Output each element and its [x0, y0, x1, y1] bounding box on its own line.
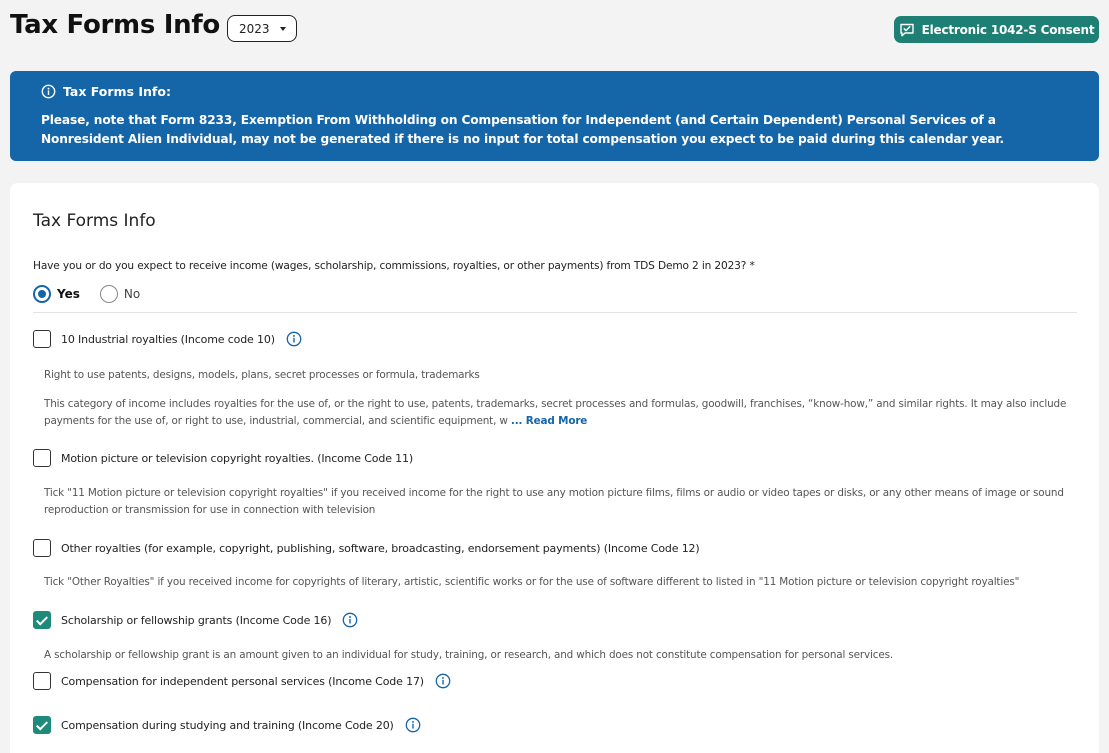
item-description: A scholarship or fellowship grant is an amount given to an individual for study, training, or research, and which does not constitute compensation for personal services. [44, 649, 893, 661]
checkbox-row-income-code-12[interactable] [33, 539, 700, 557]
checkbox-label: Other royalties (for example, copyright, publishing, software, broadcasting, endorsement payments) (Income Code 12) [61, 541, 700, 555]
tax-forms-card [10, 183, 1099, 753]
income-question: Have you or do you expect to receive income (wages, scholarship, commissions, royalties, or other payments) from TDS Demo 2 in 2023? * [33, 260, 755, 272]
checkbox-income-code-20[interactable] [33, 716, 51, 734]
info-circle-icon [41, 84, 56, 99]
checkbox-row-income-code-17[interactable] [33, 672, 451, 690]
checkbox-row-income-code-10[interactable] [33, 330, 302, 348]
checkbox-income-code-16[interactable] [33, 611, 51, 629]
radio-no[interactable] [100, 285, 140, 303]
info-circle-icon[interactable] [435, 673, 451, 689]
chevron-down-icon [280, 27, 286, 31]
year-select-value: 2023 [239, 21, 270, 36]
checkbox-row-income-code-16[interactable] [33, 611, 358, 629]
checkbox-label: 10 Industrial royalties (Income code 10) [61, 332, 275, 346]
item-description: Right to use patents, designs, models, plans, secret processes or formula, trademarks [44, 369, 480, 381]
checkbox-income-code-17[interactable] [33, 672, 51, 690]
radio-no-circle[interactable] [100, 285, 118, 303]
item-description-text: This category of income includes royalties for the use of, or the right to use, patents, trademarks, secret processes and formulas, goodwill, franchises, “know-how,” and similar rights. It may also include payments for the use of, or right to use, industrial, commercial, and scientific equipment, w [44, 398, 1067, 427]
item-description-long [44, 396, 1074, 430]
radio-no-label: No [123, 287, 141, 301]
read-more-link[interactable]: ... Read More [510, 415, 588, 427]
checkbox-row-income-code-11[interactable] [33, 449, 413, 467]
checkbox-row-income-code-20[interactable] [33, 716, 421, 734]
item-description: Tick "11 Motion picture or television copyright royalties" if you received income for the right to use any motion picture films, films or audio or video tapes or disks, or any other means of image or sound reproduction or transmission for use in connection with television [44, 487, 1064, 516]
card-title: Tax Forms Info [33, 211, 156, 231]
chat-check-icon [899, 22, 915, 38]
info-circle-icon[interactable] [286, 331, 302, 347]
info-circle-icon[interactable] [342, 612, 358, 628]
year-select[interactable] [227, 15, 297, 42]
consent-button-label: Electronic 1042-S Consent [921, 22, 1095, 37]
info-banner [10, 71, 1099, 161]
banner-text: Please, note that Form 8233, Exemption From Withholding on Compensation for Independent (and Certain Dependent) Personal Services of a Nonresident Alien Individual, may not be generated if there is no input for total compensation you expect to be paid during this calendar year. [41, 113, 1005, 146]
banner-title-row [41, 82, 1069, 100]
divider [33, 312, 1077, 313]
info-circle-icon[interactable] [405, 717, 421, 733]
radio-yes-label: Yes [57, 287, 80, 301]
checkbox-label: Compensation for independent personal services (Income Code 17) [61, 674, 424, 688]
electronic-1042s-consent-button[interactable] [894, 16, 1099, 43]
checkbox-label: Scholarship or fellowship grants (Income Code 16) [61, 613, 332, 627]
income-radio-group [33, 285, 140, 303]
checkbox-income-code-12[interactable] [33, 539, 51, 557]
checkbox-label: Motion picture or television copyright royalties. (Income Code 11) [61, 451, 414, 465]
banner-title: Tax Forms Info: [63, 83, 171, 99]
checkbox-income-code-10[interactable] [33, 330, 51, 348]
radio-yes-circle[interactable] [33, 285, 51, 303]
checkbox-label: Compensation during studying and training (Income Code 20) [61, 718, 394, 732]
checkbox-income-code-11[interactable] [33, 449, 51, 467]
radio-yes[interactable] [33, 285, 80, 303]
item-description: Tick "Other Royalties" if you received income for copyrights of literary, artistic, scientific works or for the use of software different to listed in "11 Motion picture or television copyright royalties" [44, 576, 1020, 588]
page-title: Tax Forms Info [10, 10, 220, 40]
